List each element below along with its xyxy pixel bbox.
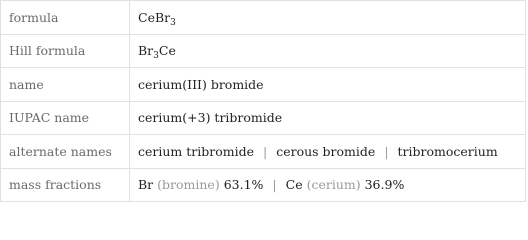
row-label-hill-formula: Hill formula — [1, 34, 130, 68]
table-row-mass-fractions — [1, 168, 526, 202]
table-row-alternate-names — [1, 135, 526, 169]
separator: | — [263, 143, 268, 159]
mass-percent-cerium: 36.9% — [364, 177, 405, 193]
row-label-name: name — [1, 68, 130, 102]
name-value: cerium(III) bromide — [130, 68, 526, 102]
element-name-bromine: (bromine) — [157, 177, 220, 193]
iupac-name-value: cerium(+3) tribromide — [130, 101, 526, 135]
hill-formula-cerium: Ce — [158, 43, 176, 59]
alternate-names-value — [130, 135, 526, 169]
table-row-name — [1, 68, 526, 102]
row-label-mass-fractions: mass fractions — [1, 168, 130, 202]
formula-value — [130, 1, 526, 35]
alternate-name: cerous bromide — [276, 143, 376, 159]
table-row-iupac-name — [1, 101, 526, 135]
hill-formula-subscript: 3 — [153, 51, 159, 62]
table-row-hill-formula — [1, 34, 526, 68]
formula-subscript: 3 — [170, 17, 176, 28]
alternate-name: tribromocerium — [397, 143, 498, 159]
separator: | — [272, 177, 277, 193]
mass-fractions-value — [130, 168, 526, 202]
mass-percent-bromine: 63.1% — [223, 177, 264, 193]
alternate-name: cerium tribromide — [138, 143, 254, 159]
hill-formula-bromine: Br — [138, 43, 154, 59]
element-symbol-bromine: Br — [138, 177, 154, 193]
row-label-alternate-names: alternate names — [1, 135, 130, 169]
element-name-cerium: (cerium) — [306, 177, 361, 193]
row-label-iupac-name: IUPAC name — [1, 101, 130, 135]
table-row-formula — [1, 1, 526, 35]
element-symbol-cerium: Ce — [285, 177, 303, 193]
formula-main: CeBr — [138, 9, 171, 25]
separator: | — [384, 143, 389, 159]
row-label-formula: formula — [1, 1, 130, 35]
hill-formula-value — [130, 34, 526, 68]
